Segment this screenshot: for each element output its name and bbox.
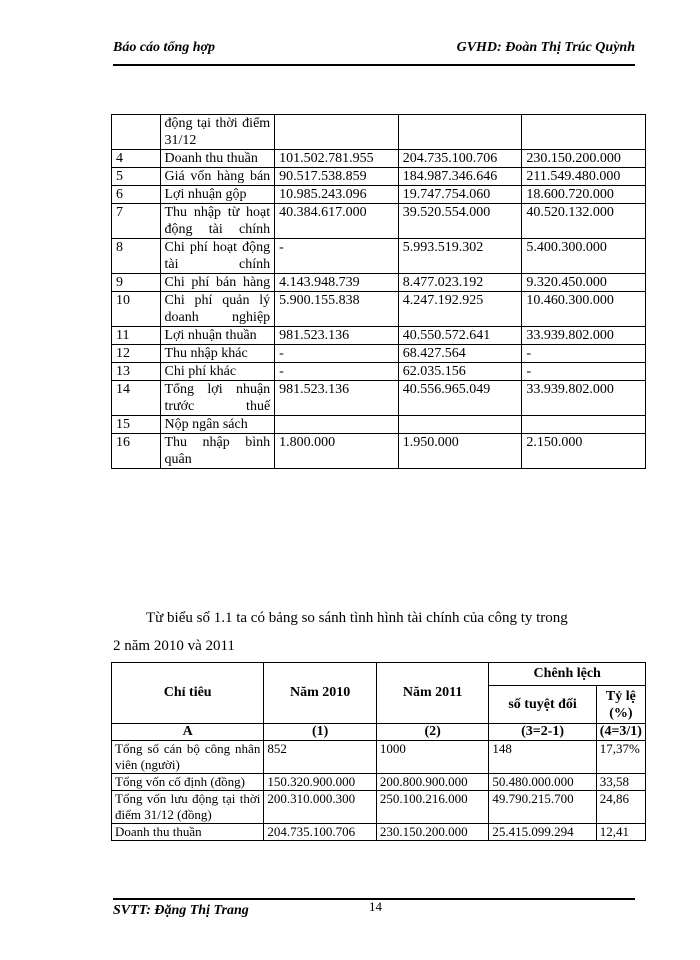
code-2: (2) (376, 724, 489, 741)
row-label: Lợi nhuận gộp (160, 186, 275, 204)
row-label: Tổng lợi nhuận trước thuế (160, 381, 275, 416)
table1-row (112, 239, 646, 274)
value-2010: 62.035.156 (398, 363, 522, 381)
value-2009 (275, 416, 399, 434)
value-2010: 4.247.192.925 (398, 292, 522, 327)
row-number: 5 (112, 168, 161, 186)
row-label: Chi phí bán hàng (160, 274, 275, 292)
row-number: 14 (112, 381, 161, 416)
value-2011: 200.800.900.000 (376, 774, 489, 791)
indicator-label: Tổng số cán bộ công nhân viên (người) (112, 741, 264, 774)
value-2010 (398, 115, 522, 150)
row-number (112, 115, 161, 150)
row-label: Thu nhập bình quân (160, 434, 275, 469)
table2-row (112, 824, 646, 841)
value-2010: 40.550.572.641 (398, 327, 522, 345)
absolute-difference: 25.415.099.294 (489, 824, 596, 841)
code-4: (4=3/1) (596, 724, 645, 741)
row-number: 4 (112, 150, 161, 168)
percent-difference: 33,58 (596, 774, 645, 791)
row-number: 7 (112, 204, 161, 239)
table1-row (112, 204, 646, 239)
row-number: 16 (112, 434, 161, 469)
value-2011 (522, 115, 646, 150)
indicator-label: Tổng vốn lưu động tại thời điểm 31/12 (đồng) (112, 791, 264, 824)
value-2011: 10.460.300.000 (522, 292, 646, 327)
header-so-tuyet-doi: số tuyệt đối (489, 686, 596, 724)
table1-row (112, 416, 646, 434)
row-number: 8 (112, 239, 161, 274)
value-2009: - (275, 363, 399, 381)
row-label: Thu nhập khác (160, 345, 275, 363)
row-number: 9 (112, 274, 161, 292)
value-2011: 211.549.480.000 (522, 168, 646, 186)
value-2009: - (275, 345, 399, 363)
header-report-title: Báo cáo tổng hợp (113, 40, 216, 55)
value-2011: 1000 (376, 741, 489, 774)
value-2010: 1.950.000 (398, 434, 522, 469)
row-number: 6 (112, 186, 161, 204)
value-2009: 40.384.617.000 (275, 204, 399, 239)
table1-row (112, 150, 646, 168)
table1-row (112, 168, 646, 186)
value-2011: 18.600.720.000 (522, 186, 646, 204)
value-2009: 1.800.000 (275, 434, 399, 469)
value-2011: 9.320.450.000 (522, 274, 646, 292)
value-2009: 5.900.155.838 (275, 292, 399, 327)
value-2009: 4.143.948.739 (275, 274, 399, 292)
row-label: Chi phí khác (160, 363, 275, 381)
row-label: động tại thời điểm 31/12 (160, 115, 275, 150)
row-number: 10 (112, 292, 161, 327)
row-label: Doanh thu thuần (160, 150, 275, 168)
table2-row (112, 774, 646, 791)
table1-row (112, 186, 646, 204)
value-2009 (275, 115, 399, 150)
row-label: Nộp ngân sách (160, 416, 275, 434)
header-chi-tieu: Chỉ tiêu (112, 663, 264, 724)
absolute-difference: 49.790.215.700 (489, 791, 596, 824)
indicator-label: Doanh thu thuần (112, 824, 264, 841)
code-1: (1) (264, 724, 377, 741)
table2-row (112, 791, 646, 824)
value-2010: 184.987.346.646 (398, 168, 522, 186)
value-2009: 101.502.781.955 (275, 150, 399, 168)
value-2011: 40.520.132.000 (522, 204, 646, 239)
paragraph-line-2: 2 năm 2010 và 2011 (113, 638, 235, 654)
value-2010: 40.556.965.049 (398, 381, 522, 416)
row-label: Thu nhập từ hoạt động tài chính (160, 204, 275, 239)
header-supervisor: GVHD: Đoàn Thị Trúc Quỳnh (456, 40, 635, 55)
table2-row (112, 741, 646, 774)
value-2010: 39.520.554.000 (398, 204, 522, 239)
code-a: A (112, 724, 264, 741)
value-2009: 981.523.136 (275, 381, 399, 416)
absolute-difference: 148 (489, 741, 596, 774)
value-2011: 33.939.802.000 (522, 327, 646, 345)
value-2011: - (522, 345, 646, 363)
table1-row (112, 363, 646, 381)
footer-student: SVTT: Đặng Thị Trang (113, 903, 249, 918)
value-2010: 204.735.100.706 (264, 824, 377, 841)
header-ty-le: Tỷ lệ (%) (596, 686, 645, 724)
value-2010: 5.993.519.302 (398, 239, 522, 274)
value-2010: 8.477.023.192 (398, 274, 522, 292)
percent-difference: 17,37% (596, 741, 645, 774)
value-2011: 230.150.200.000 (522, 150, 646, 168)
percent-difference: 24,86 (596, 791, 645, 824)
value-2011: 230.150.200.000 (376, 824, 489, 841)
value-2011: 5.400.300.000 (522, 239, 646, 274)
comparison-table (111, 662, 646, 841)
value-2009: 10.985.243.096 (275, 186, 399, 204)
indicator-label: Tổng vốn cố định (đồng) (112, 774, 264, 791)
value-2011: - (522, 363, 646, 381)
row-number: 11 (112, 327, 161, 345)
table1-row (112, 115, 646, 150)
row-number: 13 (112, 363, 161, 381)
header-chenh-lech: Chênh lệch (489, 663, 646, 686)
table1-row (112, 327, 646, 345)
code-3: (3=2-1) (489, 724, 596, 741)
page-number: 14 (369, 899, 382, 914)
value-2010: 200.310.000.300 (264, 791, 377, 824)
value-2009: 90.517.538.859 (275, 168, 399, 186)
value-2010: 19.747.754.060 (398, 186, 522, 204)
financial-results-table (111, 114, 646, 469)
table1-row (112, 292, 646, 327)
paragraph-line-1: Từ biểu số 1.1 ta có bảng so sánh tình hình tài chính của công ty trong (146, 610, 568, 626)
value-2009: - (275, 239, 399, 274)
row-label: Chi phí quản lý doanh nghiệp (160, 292, 275, 327)
row-label: Lợi nhuận thuần (160, 327, 275, 345)
header-nam-2011: Năm 2011 (376, 663, 489, 724)
value-2010: 150.320.900.000 (264, 774, 377, 791)
row-number: 15 (112, 416, 161, 434)
percent-difference: 12,41 (596, 824, 645, 841)
header-nam-2010: Năm 2010 (264, 663, 377, 724)
value-2011 (522, 416, 646, 434)
absolute-difference: 50.480.000.000 (489, 774, 596, 791)
value-2010: 68.427.564 (398, 345, 522, 363)
row-label: Giá vốn hàng bán (160, 168, 275, 186)
table1-row (112, 381, 646, 416)
value-2011: 2.150.000 (522, 434, 646, 469)
row-number: 12 (112, 345, 161, 363)
row-label: Chi phí hoạt động tài chính (160, 239, 275, 274)
comparison-header-row (112, 663, 646, 686)
value-2010: 204.735.100.706 (398, 150, 522, 168)
table1-row (112, 434, 646, 469)
value-2010: 852 (264, 741, 377, 774)
table1-row (112, 345, 646, 363)
table1-row (112, 274, 646, 292)
value-2011: 33.939.802.000 (522, 381, 646, 416)
value-2010 (398, 416, 522, 434)
comparison-code-row (112, 724, 646, 741)
value-2009: 981.523.136 (275, 327, 399, 345)
page-header (113, 40, 635, 66)
value-2011: 250.100.216.000 (376, 791, 489, 824)
